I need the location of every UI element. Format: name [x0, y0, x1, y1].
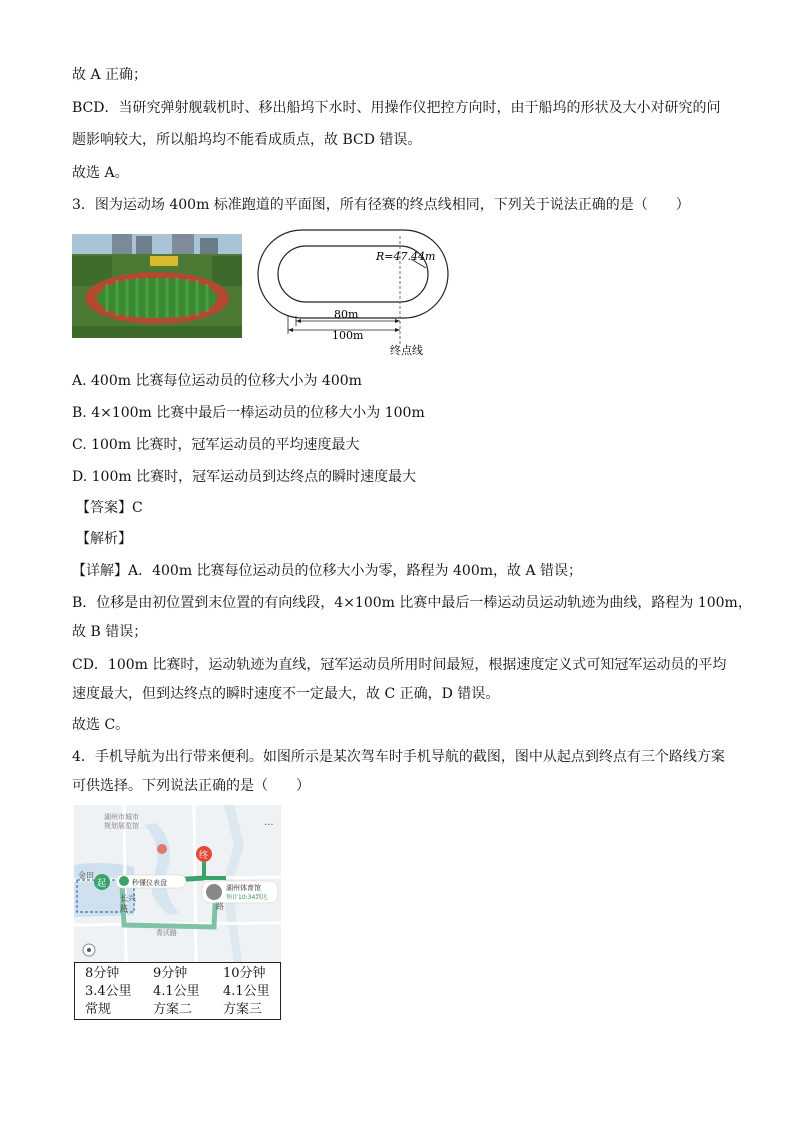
route-3-distance: 4.1公里	[223, 984, 270, 999]
route-2-time[interactable]: 9分钟	[153, 966, 188, 981]
text-line-4: 故选 A。	[72, 165, 129, 181]
detail-line-1: 【详解】A．400m 比赛每位运动员的位移大小为零，路程为 400m，故 A 错误；	[72, 563, 583, 579]
stadium-photo	[72, 234, 242, 338]
poi-planning-label-2: 规划展览馆	[104, 822, 139, 830]
route-1-distance: 3.4公里	[85, 984, 132, 999]
option-d: D. 100m 比赛时，冠军运动员到达终点的瞬时速度最大	[72, 469, 417, 485]
more-menu-icon[interactable]: ···	[264, 820, 274, 831]
option-a: A. 400m 比赛每位运动员的位移大小为 400m	[72, 373, 362, 389]
track-diagram	[250, 226, 460, 360]
text-line-2: BCD．当研究弹射舰载机时、移出船坞下水时、用操作仪把控方向时，由于船坞的形状及大小对研究的问	[72, 100, 721, 116]
detail-line-5: 速度最大，但到达终点的瞬时速度不一定最大，故 C 正确，D 错误。	[72, 686, 500, 702]
outer-length-label: 100m	[332, 329, 364, 342]
text-line-3: 题影响较大，所以船坞均不能看成质点，故 BCD 错误。	[72, 132, 422, 148]
route-2-name: 方案二	[153, 1002, 193, 1017]
navigation-map	[74, 805, 281, 962]
finish-line-label: 终点线	[390, 344, 423, 357]
question-4-stem-1: 4．手机导航为出行带来便利。如图所示是某次驾车时手机导航的截图，图中从起点到终点有三个路线方案	[72, 749, 725, 765]
question-4-stem-2: 可供选择。下列说法正确的是（ ）	[72, 778, 310, 794]
route-options-table	[74, 962, 281, 1020]
poi-planning-label-1: 湖州市城市	[104, 813, 139, 821]
route-1-time[interactable]: 8分钟	[85, 966, 120, 981]
detail-line-2: B．位移是由初位置到末位置的有向线段，4×100m 比赛中最后一棒运动员运动轨迹为曲线，路程为 100m，	[72, 595, 752, 611]
option-c: C. 100m 比赛时，冠军运动员的平均速度最大	[72, 437, 360, 453]
analysis-label: 【解析】	[76, 531, 132, 547]
road-label-2: 青沃路	[156, 929, 177, 937]
gold-label: 金田	[78, 871, 94, 880]
radius-label: R=47.44m	[376, 250, 436, 263]
text-line-1: 故 A 正确；	[72, 67, 148, 83]
route-3-time[interactable]: 10分钟	[223, 966, 266, 981]
question-3-stem: 3．图为运动场 400m 标准跑道的平面图，所有径赛的终点线相同，下列关于说法正确的是（ ）	[72, 197, 690, 213]
inner-length-label: 80m	[334, 308, 359, 321]
option-b: B. 4×100m 比赛中最后一棒运动员的位移大小为 100m	[72, 405, 425, 421]
instrument-label: 秒懂仪表盘	[132, 879, 167, 887]
detail-line-6: 故选 C。	[72, 717, 130, 733]
detail-line-3: 故 B 错误；	[72, 624, 148, 640]
start-badge: 起	[97, 879, 107, 889]
route-3-name: 方案三	[223, 1002, 263, 1017]
road-label-3: 路	[216, 902, 224, 911]
route-1-name: 常规	[85, 1002, 112, 1017]
road-label-1b: 路	[120, 904, 128, 913]
gym-label: 湖州体育馆	[226, 884, 261, 892]
route-2-distance: 4.1公里	[153, 984, 200, 999]
road-label-1: 长兴	[120, 894, 136, 903]
answer-label: 【答案】C	[76, 500, 143, 516]
eta-label: 预计10:34到达	[226, 894, 268, 901]
poi-pin-icon	[157, 844, 167, 854]
detail-line-4: CD．100m 比赛时，运动轨迹为直线，冠军运动员所用时间最短，根据速度定义式可知冠军运动员的平均	[72, 657, 727, 673]
end-badge: 终	[199, 851, 209, 861]
